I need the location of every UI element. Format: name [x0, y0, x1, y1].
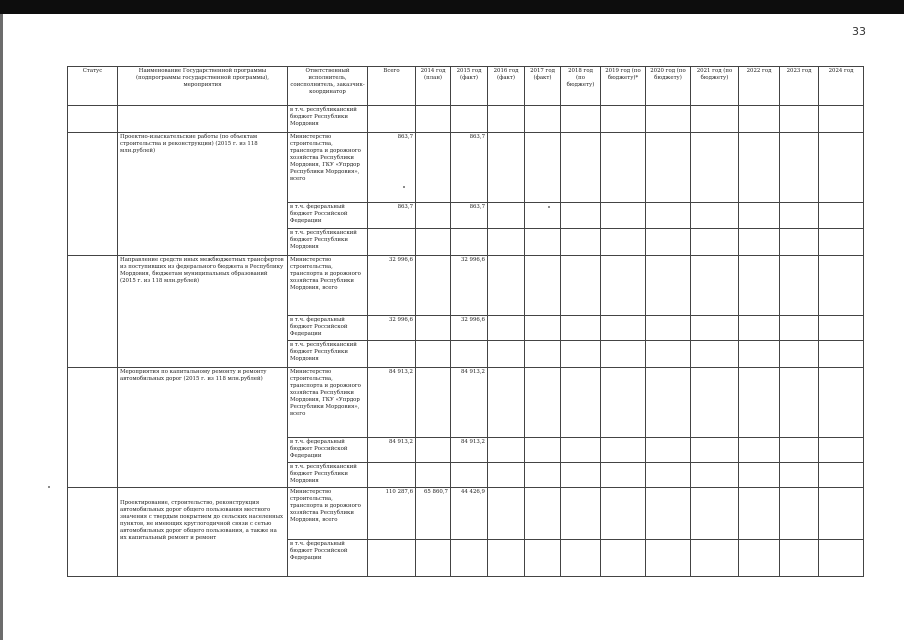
empty-year-cell: [525, 463, 561, 488]
column-header: 2016 год (факт): [488, 67, 525, 106]
column-header: 2015 год (факт): [451, 67, 488, 106]
year-2014-cell: 65 860,7: [416, 488, 451, 540]
empty-year-cell: [691, 488, 739, 540]
status-cell: [68, 256, 118, 368]
year-2015-cell: [451, 540, 488, 577]
empty-year-cell: [646, 438, 691, 463]
table-header-row: [68, 67, 864, 106]
empty-year-cell: [780, 203, 819, 229]
empty-year-cell: [819, 133, 864, 203]
empty-year-cell: [488, 256, 525, 316]
empty-year-cell: [646, 229, 691, 256]
empty-year-cell: [561, 463, 601, 488]
empty-year-cell: [780, 256, 819, 316]
year-2015-cell: 863,7: [451, 203, 488, 229]
year-2014-cell: [416, 229, 451, 256]
empty-year-cell: [739, 540, 780, 577]
column-header: 2023 год: [780, 67, 819, 106]
executor-cell: Министерство строительства, транспорта и дорожного хозяйства Республики Мордовия, всего: [288, 256, 368, 316]
empty-year-cell: [819, 106, 864, 133]
year-2015-cell: 84 913,2: [451, 368, 488, 438]
empty-year-cell: [646, 133, 691, 203]
empty-year-cell: [488, 106, 525, 133]
empty-year-cell: [780, 368, 819, 438]
empty-year-cell: [488, 133, 525, 203]
year-2015-cell: 32 996,6: [451, 316, 488, 341]
column-header: 2022 год: [739, 67, 780, 106]
empty-year-cell: [601, 341, 646, 368]
empty-year-cell: [488, 438, 525, 463]
executor-cell: в т.ч. республиканский бюджет Республики Мордовия: [288, 463, 368, 488]
empty-year-cell: [488, 316, 525, 341]
empty-year-cell: [646, 316, 691, 341]
status-cell: [68, 133, 118, 256]
year-2014-cell: [416, 368, 451, 438]
table-row: [68, 256, 864, 316]
status-cell: [68, 106, 118, 133]
empty-year-cell: [739, 463, 780, 488]
empty-year-cell: [561, 368, 601, 438]
scan-speck: [48, 486, 50, 488]
empty-year-cell: [525, 540, 561, 577]
empty-year-cell: [601, 540, 646, 577]
total-cell: [368, 229, 416, 256]
empty-year-cell: [601, 316, 646, 341]
empty-year-cell: [561, 203, 601, 229]
empty-year-cell: [601, 256, 646, 316]
year-2015-cell: [451, 229, 488, 256]
program-funding-table: [67, 66, 864, 577]
table-row: [68, 488, 864, 540]
empty-year-cell: [601, 203, 646, 229]
year-2015-cell: 32 996,6: [451, 256, 488, 316]
year-2015-cell: [451, 341, 488, 368]
empty-year-cell: [819, 341, 864, 368]
year-2014-cell: [416, 106, 451, 133]
activity-name-cell: Мероприятия по капитальному ремонту и ремонту автомобильных дорог (2015 г. из 118 млн.рублей): [118, 368, 288, 488]
empty-year-cell: [525, 106, 561, 133]
year-2014-cell: [416, 341, 451, 368]
table-row: [68, 106, 864, 133]
empty-year-cell: [488, 488, 525, 540]
empty-year-cell: [819, 463, 864, 488]
total-cell: 32 996,6: [368, 256, 416, 316]
empty-year-cell: [646, 341, 691, 368]
empty-year-cell: [488, 463, 525, 488]
empty-year-cell: [646, 368, 691, 438]
empty-year-cell: [739, 133, 780, 203]
empty-year-cell: [739, 341, 780, 368]
empty-year-cell: [601, 133, 646, 203]
total-cell: [368, 463, 416, 488]
total-cell: [368, 540, 416, 577]
total-cell: 863,7: [368, 133, 416, 203]
total-cell: 863,7: [368, 203, 416, 229]
empty-year-cell: [780, 488, 819, 540]
empty-year-cell: [691, 341, 739, 368]
empty-year-cell: [601, 488, 646, 540]
empty-year-cell: [488, 203, 525, 229]
executor-cell: Министерство строительства, транспорта и дорожного хозяйства Республики Мордовия, всего: [288, 488, 368, 540]
empty-year-cell: [691, 256, 739, 316]
total-cell: 84 913,2: [368, 368, 416, 438]
empty-year-cell: [691, 229, 739, 256]
executor-cell: в т.ч. федеральный бюджет Российской Федерации: [288, 438, 368, 463]
column-header: 2024 год: [819, 67, 864, 106]
activity-name-cell: Направление средств иных межбюджетных трансфертов из поступивших из федерального бюджета в Республику Мордовия, бюджетам муниципальных образований (2015 г. из 118 млн.рублей): [118, 256, 288, 368]
empty-year-cell: [819, 438, 864, 463]
empty-year-cell: [601, 368, 646, 438]
empty-year-cell: [739, 316, 780, 341]
empty-year-cell: [525, 316, 561, 341]
empty-year-cell: [691, 368, 739, 438]
empty-year-cell: [525, 229, 561, 256]
table-row: [68, 133, 864, 203]
empty-year-cell: [525, 438, 561, 463]
column-header: 2021 год (по бюджету): [691, 67, 739, 106]
empty-year-cell: [739, 229, 780, 256]
empty-year-cell: [646, 203, 691, 229]
empty-year-cell: [561, 316, 601, 341]
empty-year-cell: [780, 133, 819, 203]
page-number: 33: [852, 25, 866, 38]
empty-year-cell: [561, 341, 601, 368]
empty-year-cell: [525, 488, 561, 540]
empty-year-cell: [691, 203, 739, 229]
activity-name-cell: Проектно-изыскательские работы (по объектам строительства и реконструкции) (2015 г. из 118 млн.рублей): [118, 133, 288, 256]
empty-year-cell: [646, 540, 691, 577]
empty-year-cell: [601, 463, 646, 488]
column-header: 2017 год (факт): [525, 67, 561, 106]
total-cell: [368, 106, 416, 133]
empty-year-cell: [780, 463, 819, 488]
year-2015-cell: [451, 106, 488, 133]
empty-year-cell: [561, 488, 601, 540]
total-cell: 110 287,6: [368, 488, 416, 540]
empty-year-cell: [646, 463, 691, 488]
empty-year-cell: [739, 106, 780, 133]
empty-year-cell: [819, 540, 864, 577]
empty-year-cell: [739, 256, 780, 316]
empty-year-cell: [780, 316, 819, 341]
activity-name-cell: Проектирование, строительство, реконструкция автомобильных дорог общего пользования местного значения с твердым покрытием до сельских населенных пунктов, не имеющих круглогодичной связи с сетью автомобильных дорог общего пользования, а также на их капитальный ремонт и ремонт: [118, 488, 288, 577]
table-row: [68, 368, 864, 438]
empty-year-cell: [561, 106, 601, 133]
empty-year-cell: [780, 229, 819, 256]
empty-year-cell: [525, 256, 561, 316]
column-header: Всего: [368, 67, 416, 106]
empty-year-cell: [646, 256, 691, 316]
total-cell: [368, 341, 416, 368]
year-2014-cell: [416, 133, 451, 203]
executor-cell: в т.ч. федеральный бюджет Российской Федерации: [288, 540, 368, 577]
year-2014-cell: [416, 438, 451, 463]
empty-year-cell: [561, 438, 601, 463]
executor-cell: в т.ч. республиканский бюджет Республики Мордовия: [288, 229, 368, 256]
empty-year-cell: [780, 438, 819, 463]
empty-year-cell: [739, 368, 780, 438]
empty-year-cell: [525, 368, 561, 438]
year-2015-cell: [451, 463, 488, 488]
column-header: 2018 год (по бюджету): [561, 67, 601, 106]
executor-cell: Министерство строительства, транспорта и дорожного хозяйства Республики Мордовия, ГКУ «Упрдор Республики Мордовия», всего: [288, 368, 368, 438]
empty-year-cell: [561, 540, 601, 577]
empty-year-cell: [819, 316, 864, 341]
column-header: 2019 год (по бюджету)*: [601, 67, 646, 106]
column-header: 2020 год (по бюджету): [646, 67, 691, 106]
column-header: 2014 год (план): [416, 67, 451, 106]
empty-year-cell: [488, 540, 525, 577]
status-cell: [68, 488, 118, 577]
total-cell: 84 913,2: [368, 438, 416, 463]
scan-left-edge: [0, 14, 3, 640]
empty-year-cell: [601, 438, 646, 463]
executor-cell: в т.ч. федеральный бюджет Российской Федерации: [288, 316, 368, 341]
empty-year-cell: [780, 540, 819, 577]
executor-cell: в т.ч. республиканский бюджет Республики Мордовия: [288, 106, 368, 133]
empty-year-cell: [819, 203, 864, 229]
total-cell: 32 996,6: [368, 316, 416, 341]
executor-cell: в т.ч. республиканский бюджет Республики Мордовия: [288, 341, 368, 368]
year-2015-cell: 44 426,9: [451, 488, 488, 540]
empty-year-cell: [525, 203, 561, 229]
empty-year-cell: [691, 463, 739, 488]
empty-year-cell: [739, 203, 780, 229]
year-2014-cell: [416, 540, 451, 577]
empty-year-cell: [525, 341, 561, 368]
scan-top-border: [0, 0, 904, 14]
empty-year-cell: [739, 488, 780, 540]
empty-year-cell: [488, 341, 525, 368]
year-2014-cell: [416, 316, 451, 341]
year-2014-cell: [416, 256, 451, 316]
empty-year-cell: [739, 438, 780, 463]
empty-year-cell: [691, 106, 739, 133]
empty-year-cell: [819, 229, 864, 256]
year-2015-cell: 863,7: [451, 133, 488, 203]
empty-year-cell: [819, 368, 864, 438]
empty-year-cell: [561, 133, 601, 203]
empty-year-cell: [488, 368, 525, 438]
empty-year-cell: [646, 488, 691, 540]
empty-year-cell: [601, 229, 646, 256]
column-header: Наименование Государственной программы (подпрограммы государственной программы), мероприятия: [118, 67, 288, 106]
empty-year-cell: [525, 133, 561, 203]
column-header: Ответственный исполнитель, соисполнитель, заказчик-координатор: [288, 67, 368, 106]
empty-year-cell: [691, 540, 739, 577]
executor-cell: в т.ч. федеральный бюджет Российской Федерации: [288, 203, 368, 229]
activity-name-cell: [118, 106, 288, 133]
year-2014-cell: [416, 203, 451, 229]
executor-cell: Министерство строительства, транспорта и дорожного хозяйства Республики Мордовия, ГКУ «Упрдор Республики Мордовия», всего: [288, 133, 368, 203]
status-cell: [68, 368, 118, 488]
empty-year-cell: [646, 106, 691, 133]
empty-year-cell: [691, 316, 739, 341]
empty-year-cell: [780, 106, 819, 133]
empty-year-cell: [691, 438, 739, 463]
empty-year-cell: [561, 256, 601, 316]
empty-year-cell: [819, 488, 864, 540]
empty-year-cell: [780, 341, 819, 368]
empty-year-cell: [561, 229, 601, 256]
empty-year-cell: [601, 106, 646, 133]
year-2015-cell: 84 913,2: [451, 438, 488, 463]
empty-year-cell: [819, 256, 864, 316]
empty-year-cell: [691, 133, 739, 203]
year-2014-cell: [416, 463, 451, 488]
empty-year-cell: [488, 229, 525, 256]
column-header: Статус: [68, 67, 118, 106]
